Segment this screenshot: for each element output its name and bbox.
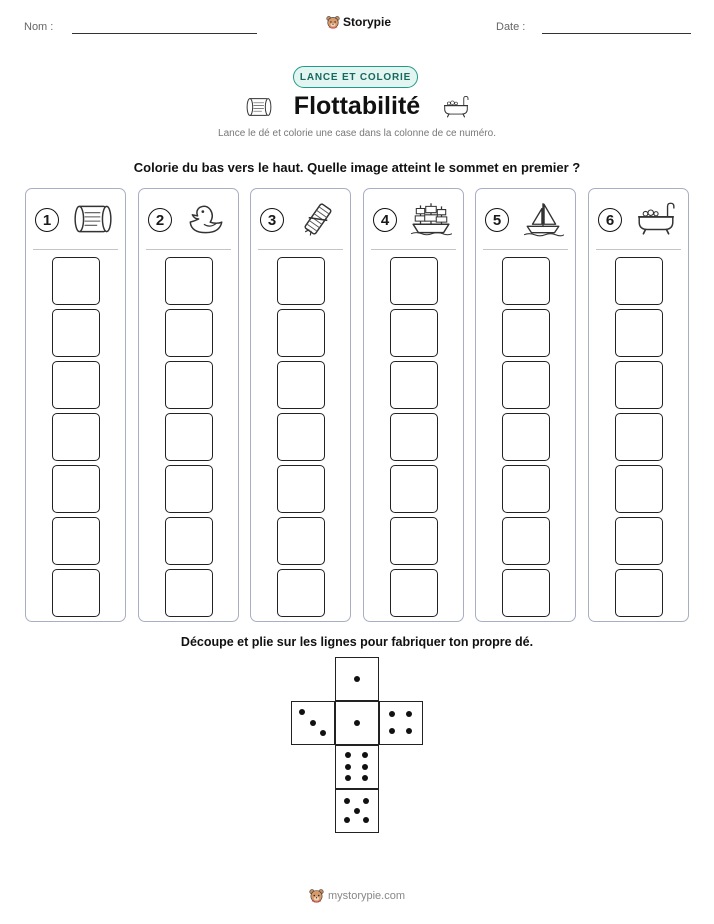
name-line[interactable]: [72, 33, 257, 34]
column-4: [363, 188, 464, 622]
color-box[interactable]: [52, 413, 100, 461]
color-box[interactable]: [502, 569, 550, 617]
color-box[interactable]: [165, 517, 213, 565]
color-box[interactable]: [52, 309, 100, 357]
color-box[interactable]: [615, 569, 663, 617]
color-box[interactable]: [615, 465, 663, 513]
color-box[interactable]: [277, 361, 325, 409]
die-pip: [299, 709, 305, 715]
color-box[interactable]: [277, 517, 325, 565]
column-divider: [33, 249, 118, 250]
color-box[interactable]: [502, 465, 550, 513]
color-box[interactable]: [165, 361, 213, 409]
column-number: 6: [598, 208, 622, 232]
color-box[interactable]: [390, 569, 438, 617]
column-number: 3: [260, 208, 284, 232]
color-box[interactable]: [502, 257, 550, 305]
rolled-newspaper-icon: [297, 201, 339, 237]
die-pip: [345, 775, 351, 781]
color-box[interactable]: [390, 309, 438, 357]
color-box[interactable]: [277, 413, 325, 461]
column-number: 1: [35, 208, 59, 232]
bear-logo-icon: [309, 888, 324, 903]
color-box[interactable]: [165, 569, 213, 617]
column-number: 5: [485, 208, 509, 232]
bathtub-icon: [635, 201, 677, 237]
die-pip: [345, 752, 351, 758]
brand-logo: [326, 15, 391, 29]
column-3: [250, 188, 351, 622]
color-box[interactable]: [165, 257, 213, 305]
color-box[interactable]: [390, 361, 438, 409]
instruction: Colorie du bas vers le haut. Quelle image atteint le sommet en premier ?: [133, 160, 581, 175]
subtitle: Lance le dé et colorie une case dans la colonne de ce numéro.: [218, 128, 496, 139]
color-box[interactable]: [615, 517, 663, 565]
brand-name: Storypie: [343, 15, 392, 29]
color-box[interactable]: [502, 361, 550, 409]
color-box[interactable]: [277, 257, 325, 305]
die-face: [335, 789, 379, 833]
die-pip: [354, 720, 360, 726]
date-line[interactable]: [542, 33, 691, 34]
column-divider: [258, 249, 343, 250]
color-box[interactable]: [502, 309, 550, 357]
color-box[interactable]: [277, 569, 325, 617]
die-pip: [362, 752, 368, 758]
die-pip: [362, 775, 368, 781]
column-divider: [596, 249, 681, 250]
die-pip: [389, 728, 395, 734]
color-box[interactable]: [615, 309, 663, 357]
column-5: [475, 188, 576, 622]
die-pip: [389, 711, 395, 717]
page-title: Flottabilité: [293, 92, 421, 120]
color-box[interactable]: [165, 465, 213, 513]
color-box[interactable]: [52, 569, 100, 617]
color-box[interactable]: [502, 517, 550, 565]
sailboat-icon: [522, 201, 564, 237]
sailing-ship-icon: [410, 201, 452, 237]
column-2: [138, 188, 239, 622]
cut-instruction: Découpe et plie sur les lignes pour fabriquer ton propre dé.: [180, 635, 534, 649]
color-box[interactable]: [390, 465, 438, 513]
scroll-icon: [72, 201, 114, 237]
die-pip: [320, 730, 326, 736]
die-pip: [354, 676, 360, 682]
column-divider: [371, 249, 456, 250]
color-box[interactable]: [52, 257, 100, 305]
date-label: Date :: [496, 21, 526, 33]
rubber-duck-icon: [185, 201, 227, 237]
color-box[interactable]: [390, 413, 438, 461]
column-6: [588, 188, 689, 622]
die-pip: [363, 798, 369, 804]
die-pip: [363, 817, 369, 823]
color-box[interactable]: [277, 309, 325, 357]
color-box[interactable]: [52, 361, 100, 409]
die-pip: [354, 808, 360, 814]
color-box[interactable]: [165, 413, 213, 461]
footer: [0, 888, 714, 903]
die-face: [335, 745, 379, 789]
footer-url[interactable]: mystorypie.com: [327, 889, 406, 902]
die-pip: [344, 817, 350, 823]
color-box[interactable]: [502, 413, 550, 461]
color-box[interactable]: [390, 517, 438, 565]
die-pip: [406, 711, 412, 717]
die-face: [379, 701, 423, 745]
activity-badge: LANCE ET COLORIE: [293, 66, 418, 88]
bathtub-icon: [441, 95, 471, 119]
color-box[interactable]: [52, 517, 100, 565]
name-label: Nom :: [24, 21, 54, 33]
bear-logo-icon: [326, 15, 340, 29]
color-box[interactable]: [615, 413, 663, 461]
die-pip: [406, 728, 412, 734]
column-divider: [483, 249, 568, 250]
die-pip: [345, 764, 351, 770]
color-box[interactable]: [165, 309, 213, 357]
die-face: [291, 701, 335, 745]
color-box[interactable]: [390, 257, 438, 305]
color-box[interactable]: [615, 257, 663, 305]
column-number: 4: [373, 208, 397, 232]
color-box[interactable]: [52, 465, 100, 513]
column-number: 2: [148, 208, 172, 232]
die-face: [335, 657, 379, 701]
die-face: [335, 701, 379, 745]
color-box[interactable]: [615, 361, 663, 409]
die-pip: [310, 720, 316, 726]
die-pip: [362, 764, 368, 770]
column-1: [25, 188, 126, 622]
column-divider: [146, 249, 231, 250]
color-box[interactable]: [277, 465, 325, 513]
die-pip: [344, 798, 350, 804]
